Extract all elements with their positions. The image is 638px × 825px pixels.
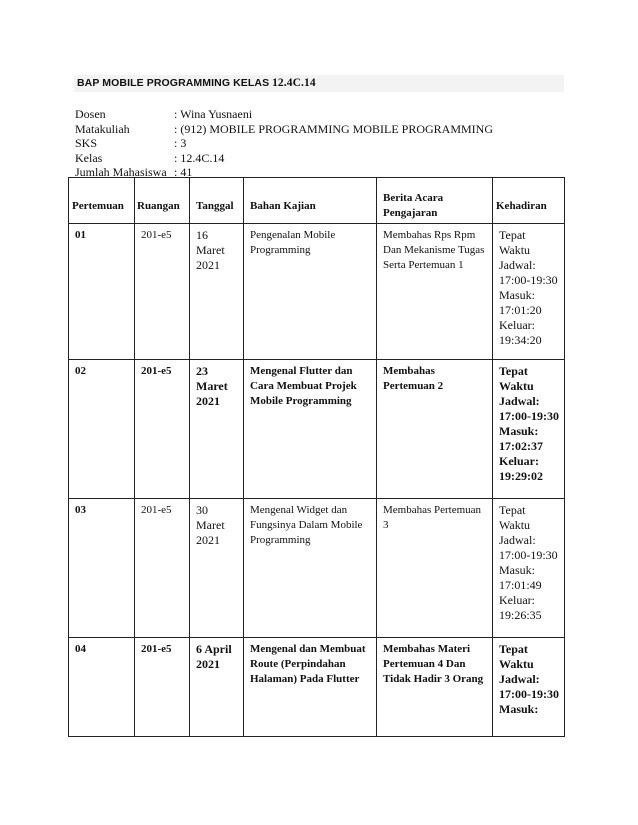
cell-bahan-kajian: Mengenal dan Membuat Route (Perpindahan Halaman) Pada Flutter	[244, 638, 377, 737]
cell-berita-acara: Membahas Materi Pertemuan 4 Dan Tidak Hadir 3 Orang	[377, 638, 493, 737]
cell-kehadiran: Tepat Waktu Jadwal: 17:00-19:30 Masuk: 17:01:20 Keluar: 19:34:20	[493, 224, 565, 360]
table-row	[69, 360, 565, 499]
cell-pertemuan: 01	[69, 224, 135, 360]
info-value: : 3	[174, 136, 187, 150]
info-value: : (912) MOBILE PROGRAMMING MOBILE PROGRAMMING	[174, 121, 494, 136]
table-header-row	[69, 178, 565, 224]
document-title-main: BAP MOBILE PROGRAMMING KELAS	[77, 77, 270, 89]
table-row	[69, 224, 565, 360]
table-row	[69, 638, 565, 737]
cell-ruangan: 201-e5	[135, 499, 190, 638]
cell-bahan-kajian: Mengenal Widget dan Fungsinya Dalam Mobile Programming	[244, 499, 377, 638]
cell-pertemuan: 04	[69, 638, 135, 737]
info-key: Jumlah Mahasiswa	[75, 165, 167, 179]
cell-ruangan: 201-e5	[135, 360, 190, 499]
document-title-class: 12.4C.14	[272, 77, 316, 89]
header-kehadiran: Kehadiran	[493, 178, 565, 224]
header-pertemuan: Pertemuan	[69, 178, 135, 224]
info-key: SKS	[75, 136, 98, 150]
info-value: : Wina Yusnaeni	[174, 107, 253, 121]
cell-ruangan: 201-e5	[135, 224, 190, 360]
cell-bahan-kajian: Pengenalan Mobile Programming	[244, 224, 377, 360]
cell-kehadiran: Tepat Waktu Jadwal: 17:00-19:30 Masuk:	[493, 638, 565, 737]
header-tanggal: Tanggal	[190, 178, 244, 224]
cell-kehadiran: Tepat Waktu Jadwal: 17:00-19:30 Masuk: 17:02:37 Keluar: 19:29:02	[493, 360, 565, 499]
info-key: Matakuliah	[75, 121, 130, 136]
info-key: Dosen	[75, 107, 106, 121]
cell-tanggal: 30 Maret 2021	[190, 499, 244, 638]
cell-berita-acara: Membahas Rps Rpm Dan Mekanisme Tugas Serta Pertemuan 1	[377, 224, 493, 360]
cell-berita-acara: Membahas Pertemuan 3	[377, 499, 493, 638]
document-title	[77, 77, 316, 89]
table-row	[69, 499, 565, 638]
info-value: : 12.4C.14	[174, 150, 225, 165]
cell-bahan-kajian: Mengenal Flutter dan Cara Membuat Projek Mobile Programming	[244, 360, 377, 499]
cell-ruangan: 201-e5	[135, 638, 190, 737]
cell-tanggal: 23 Maret 2021	[190, 360, 244, 499]
cell-berita-acara: Membahas Pertemuan 2	[377, 360, 493, 499]
cell-pertemuan: 03	[69, 499, 135, 638]
attendance-table	[68, 177, 565, 737]
cell-tanggal: 16 Maret 2021	[190, 224, 244, 360]
info-key: Kelas	[75, 150, 103, 165]
cell-pertemuan: 02	[69, 360, 135, 499]
cell-tanggal: 6 April 2021	[190, 638, 244, 737]
header-bahan-kajian: Bahan Kajian	[244, 178, 377, 224]
header-ruangan: Ruangan	[135, 178, 190, 224]
info-value: : 41	[174, 165, 193, 179]
cell-kehadiran: Tepat Waktu Jadwal: 17:00-19:30 Masuk: 17:01:49 Keluar: 19:26:35	[493, 499, 565, 638]
header-berita-acara: Berita Acara Pengajaran	[377, 178, 493, 224]
